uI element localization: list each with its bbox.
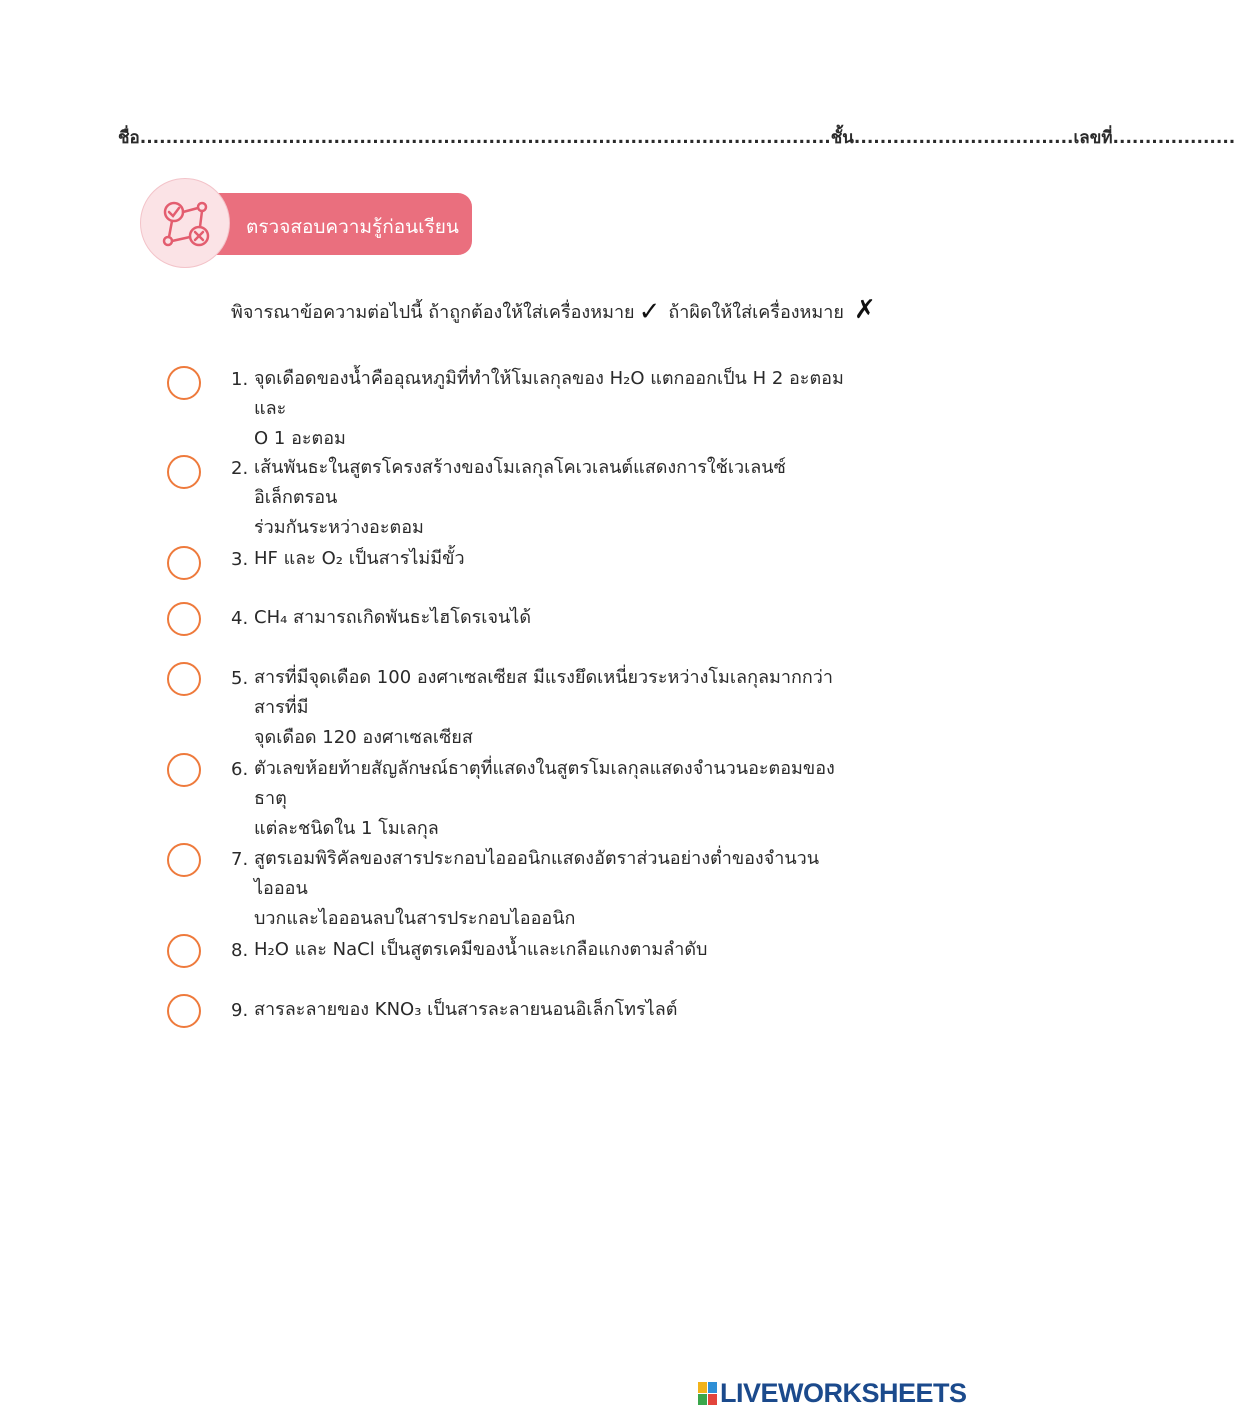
answer-circle-8[interactable]	[167, 934, 201, 968]
check-mark-icon: ✓	[638, 297, 661, 327]
question-line: บวกและไอออนลบในสารประกอบไอออนิก	[254, 908, 576, 929]
question-number: 7.	[231, 849, 249, 870]
question-number: 4.	[231, 608, 249, 629]
question-text	[254, 935, 854, 965]
student-info-line: ชื่อ...........................................................................................................ชั้น..................................เลขที่...................	[118, 128, 1235, 148]
question-text	[254, 544, 854, 574]
answer-circle-2[interactable]	[167, 455, 201, 489]
answer-circle-5[interactable]	[167, 662, 201, 696]
question-number: 1.	[231, 369, 249, 390]
logo-badge-icon	[698, 1382, 717, 1405]
question-line: O 1 อะตอม	[254, 428, 346, 449]
question-number: 2.	[231, 458, 249, 479]
answer-circle-7[interactable]	[167, 843, 201, 877]
question-text	[254, 995, 854, 1025]
instruction-text: พิจารณาข้อความต่อไปนี้ ถ้าถูกต้องให้ใส่เครื่องหมาย	[231, 302, 635, 323]
question-text	[254, 453, 854, 543]
question-line: แต่ละชนิดใน 1 โมเลกุล	[254, 818, 439, 839]
question-line: H₂O และ NaCl เป็นสูตรเคมีของน้ำและเกลือแกงตามลำดับ	[254, 939, 708, 960]
question-number: 9.	[231, 1000, 249, 1021]
question-number: 8.	[231, 940, 249, 961]
question-line: จุดเดือด 120 องศาเซลเซียส	[254, 727, 473, 748]
question-line: ตัวเลขห้อยท้ายสัญลักษณ์ธาตุที่แสดงในสูตรโมเลกุลแสดงจำนวนอะตอมของธาตุ	[254, 758, 835, 809]
quiz-icon	[140, 178, 230, 268]
question-line: HF และ O₂ เป็นสารไม่มีขั้ว	[254, 548, 465, 569]
logo-badge-tile	[708, 1394, 717, 1405]
question-number: 6.	[231, 759, 249, 780]
question-text	[254, 364, 854, 454]
question-text	[254, 754, 854, 844]
logo-badge-tile	[708, 1382, 717, 1393]
instruction-text-2: ถ้าผิดให้ใส่เครื่องหมาย	[668, 302, 844, 323]
question-line: ร่วมกันระหว่างอะตอม	[254, 517, 424, 538]
section-title: ตรวจสอบความรู้ก่อนเรียน	[246, 216, 459, 238]
answer-circle-4[interactable]	[167, 602, 201, 636]
logo-text: LIVEWORKSHEETS	[720, 1377, 967, 1408]
question-line: สารละลายของ KNO₃ เป็นสารละลายนอนอิเล็กโทรไลต์	[254, 999, 678, 1020]
cross-mark-icon: ✗	[853, 295, 876, 325]
question-text	[254, 603, 854, 633]
instruction-line	[231, 295, 876, 327]
answer-circle-9[interactable]	[167, 994, 201, 1028]
logo-badge-tile	[698, 1394, 707, 1405]
question-line: สารที่มีจุดเดือด 100 องศาเซลเซียส มีแรงยึดเหนี่ยวระหว่างโมเลกุลมากกว่าสารที่มี	[254, 667, 833, 718]
question-text	[254, 663, 854, 753]
question-text	[254, 844, 854, 934]
liveworksheets-logo[interactable]	[698, 1377, 967, 1408]
answer-circle-6[interactable]	[167, 753, 201, 787]
question-line: สูตรเอมพิริคัลของสารประกอบไอออนิกแสดงอัตราส่วนอย่างต่ำของจำนวนไอออน	[254, 848, 820, 899]
answer-circle-1[interactable]	[167, 366, 201, 400]
question-number: 5.	[231, 668, 249, 689]
question-number: 3.	[231, 549, 249, 570]
question-line: CH₄ สามารถเกิดพันธะไฮโดรเจนได้	[254, 607, 532, 628]
question-line: จุดเดือดของน้ำคืออุณหภูมิที่ทำให้โมเลกุลของ H₂O แตกออกเป็น H 2 อะตอม และ	[254, 368, 844, 419]
answer-circle-3[interactable]	[167, 546, 201, 580]
logo-badge-tile	[698, 1382, 707, 1393]
question-line: เส้นพันธะในสูตรโครงสร้างของโมเลกุลโคเวเลนต์แสดงการใช้เวเลนซ์อิเล็กตรอน	[254, 457, 786, 508]
